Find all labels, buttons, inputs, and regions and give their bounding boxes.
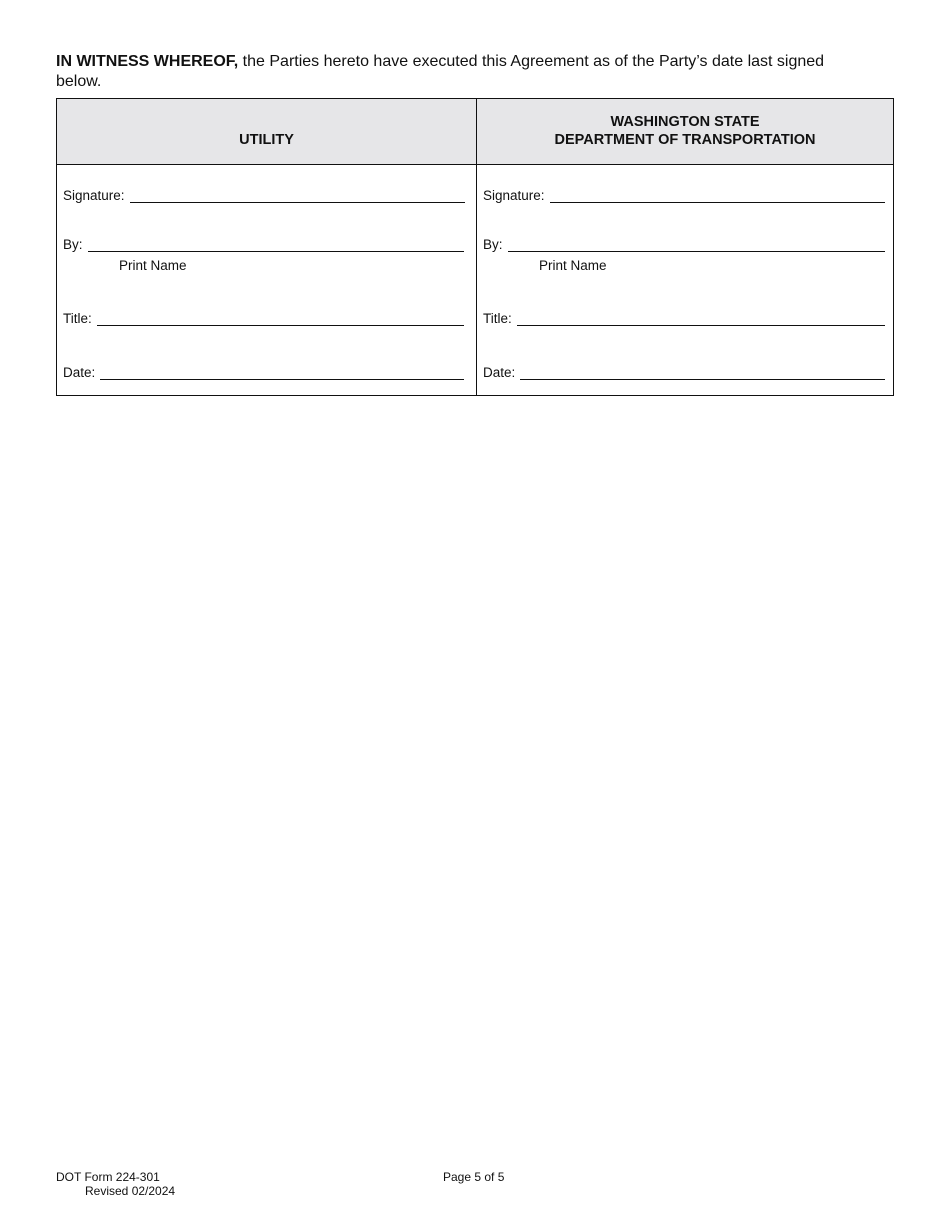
- print-name-caption: Print Name: [119, 258, 187, 273]
- title-label: Title:: [63, 311, 92, 326]
- utility-signature-field[interactable]: [63, 188, 465, 203]
- signature-line[interactable]: [550, 188, 885, 203]
- form-footer: [56, 1170, 175, 1198]
- utility-by-field[interactable]: [63, 237, 464, 252]
- wsdot-title-field[interactable]: [483, 311, 885, 326]
- wsdot-signature-column: [476, 99, 893, 395]
- page-number: Page 5 of 5: [443, 1170, 505, 1184]
- title-label: Title:: [483, 311, 512, 326]
- witness-statement-bold: IN WITNESS WHEREOF,: [56, 53, 239, 70]
- form-number: DOT Form 224-301: [56, 1170, 160, 1184]
- wsdot-header-line-1: WASHINGTON STATE: [610, 114, 760, 130]
- by-line[interactable]: [508, 237, 885, 252]
- witness-statement: [56, 52, 856, 92]
- signature-line[interactable]: [130, 188, 465, 203]
- wsdot-date-field[interactable]: [483, 365, 885, 380]
- by-line[interactable]: [88, 237, 464, 252]
- revision-date: Revised 02/2024: [85, 1184, 176, 1198]
- signature-label: Signature:: [63, 188, 125, 203]
- date-line[interactable]: [100, 365, 464, 380]
- utility-header-line-2: UTILITY: [239, 132, 294, 148]
- wsdot-header-line-2: DEPARTMENT OF TRANSPORTATION: [554, 132, 816, 148]
- title-line[interactable]: [97, 311, 464, 326]
- utility-column-header: [57, 99, 476, 165]
- date-label: Date:: [483, 365, 516, 380]
- by-label: By:: [483, 237, 503, 252]
- utility-date-field[interactable]: [63, 365, 464, 380]
- date-label: Date:: [63, 365, 96, 380]
- wsdot-signature-field[interactable]: [483, 188, 885, 203]
- utility-title-field[interactable]: [63, 311, 464, 326]
- title-line[interactable]: [517, 311, 885, 326]
- signature-table: [56, 98, 894, 396]
- utility-signature-column: [57, 99, 476, 395]
- wsdot-by-field[interactable]: [483, 237, 885, 252]
- by-label: By:: [63, 237, 83, 252]
- witness-statement-text: the Parties hereto have executed this Agreement as of the Party’s date last signed below.: [56, 53, 825, 90]
- wsdot-column-header: [477, 99, 893, 165]
- print-name-caption: Print Name: [539, 258, 607, 273]
- date-line[interactable]: [520, 365, 885, 380]
- signature-label: Signature:: [483, 188, 545, 203]
